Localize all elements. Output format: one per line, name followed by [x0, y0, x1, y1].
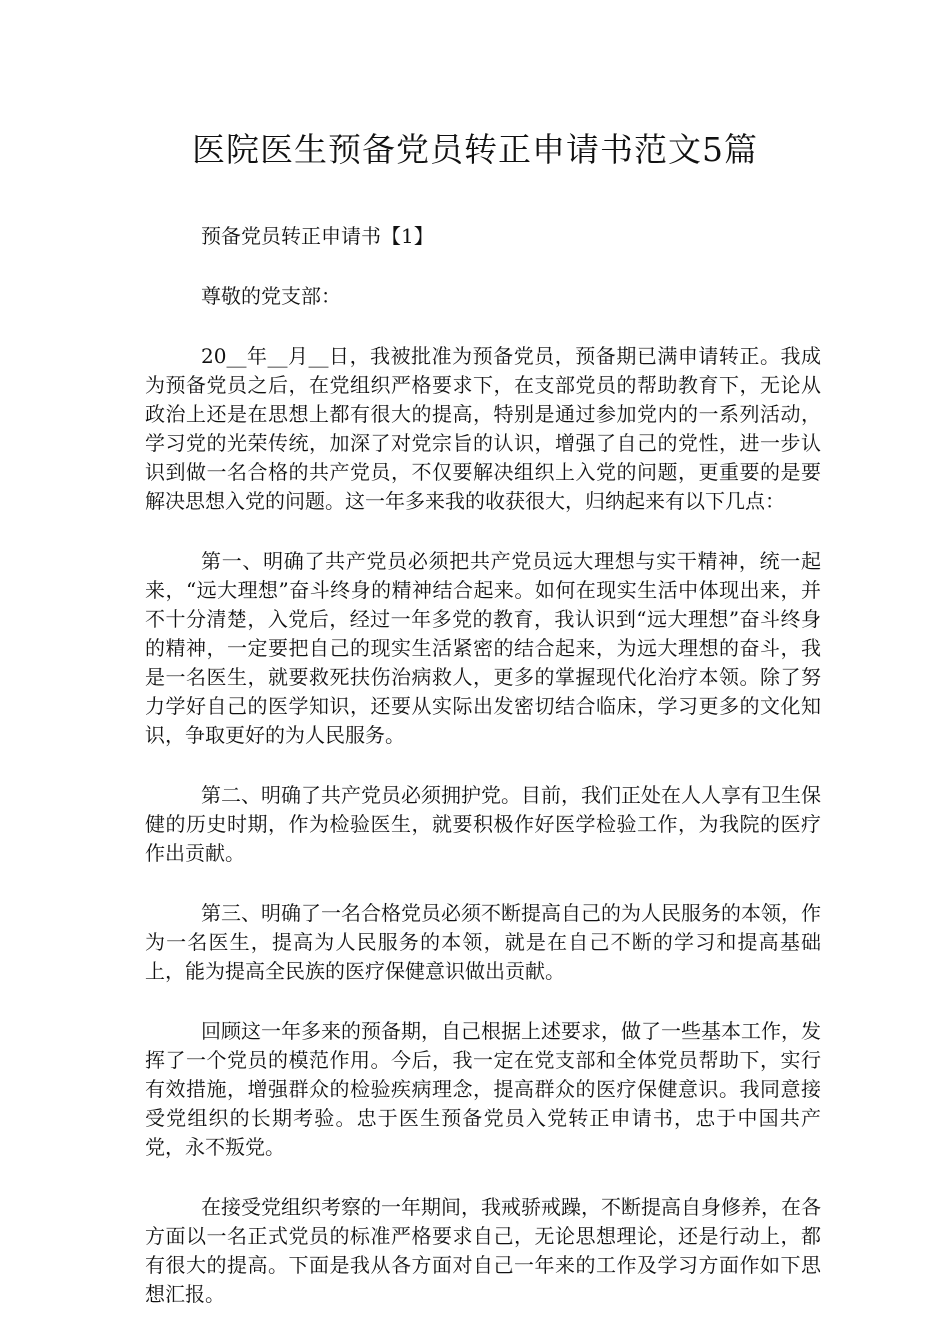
paragraph: 第二、明确了共产党员必须拥护党。目前，我们正处在人人享有卫生保健的历史时期，作为检验医生，就要积极作好医学检验工作，为我院的医疗作出贡献。 — [145, 783, 821, 865]
paragraph: 回顾这一年多来的预备期，自己根据上述要求，做了一些基本工作，发挥了一个党员的模范作用。今后，我一定在党支部和全体党员帮助下，实行有效措施，增强群众的检验疾病理念，提高群众的医疗保健意识。我同意接受党组织的长期考验。忠于医生预备党员入党转正申请书，忠于中国共产党，永不叛党。 — [145, 1019, 821, 1159]
paragraph: 第一、明确了共产党员必须把共产党员远大理想与实干精神，统一起来，“远大理想”奋斗终身的精神结合起来。如何在现实生活中体现出来，并不十分清楚，入党后，经过一年多党的教育，我认识到“远大理想”奋斗终身的精神，一定要把自己的现实生活紧密的结合起来，为远大理想的奋斗，我是一名医生，就要救死扶伤治病救人，更多的掌握现代化治疗本领。除了努力学好自己的医学知识，还要从实际出发密切结合临床，学习更多的文化知识，争取更好的为人民服务。 — [145, 549, 821, 747]
paragraph: 在接受党组织考察的一年期间，我戒骄戒躁，不断提高自身修养，在各方面以一名正式党员的标准严格要求自己，无论思想理论，还是行动上，都有很大的提高。下面是我从各方面对自己一年来的工作及学习方面作如下思想汇报。 — [145, 1195, 821, 1306]
paragraph: 第三、明确了一名合格党员必须不断提高自己的为人民服务的本领，作为一名医生，提高为人民服务的本领，就是在自己不断的学习和提高基础上，能为提高全民族的医疗保健意识做出贡献。 — [145, 901, 821, 983]
document-body — [145, 222, 821, 1340]
salutation: 尊敬的党支部： — [201, 284, 341, 308]
document-title: 医院医生预备党员转正申请书范文5篇 — [192, 130, 758, 169]
section-heading: 预备党员转正申请书【1】 — [201, 224, 434, 248]
paragraph: 20__年__月__日，我被批准为预备党员，预备期已满申请转正。我成为预备党员之后，在党组织严格要求下，在支部党员的帮助教育下，无论从政治上还是在思想上都有很大的提高，特别是通过参加党内的一系列活动，学习党的光荣传统，加深了对党宗旨的认识，增强了自己的党性，进一步认识到做一名合格的共产党员，不仅要解决组织上入党的问题，更重要的是要解决思想入党的问题。这一年多来我的收获很大，归纳起来有以下几点： — [145, 344, 821, 513]
